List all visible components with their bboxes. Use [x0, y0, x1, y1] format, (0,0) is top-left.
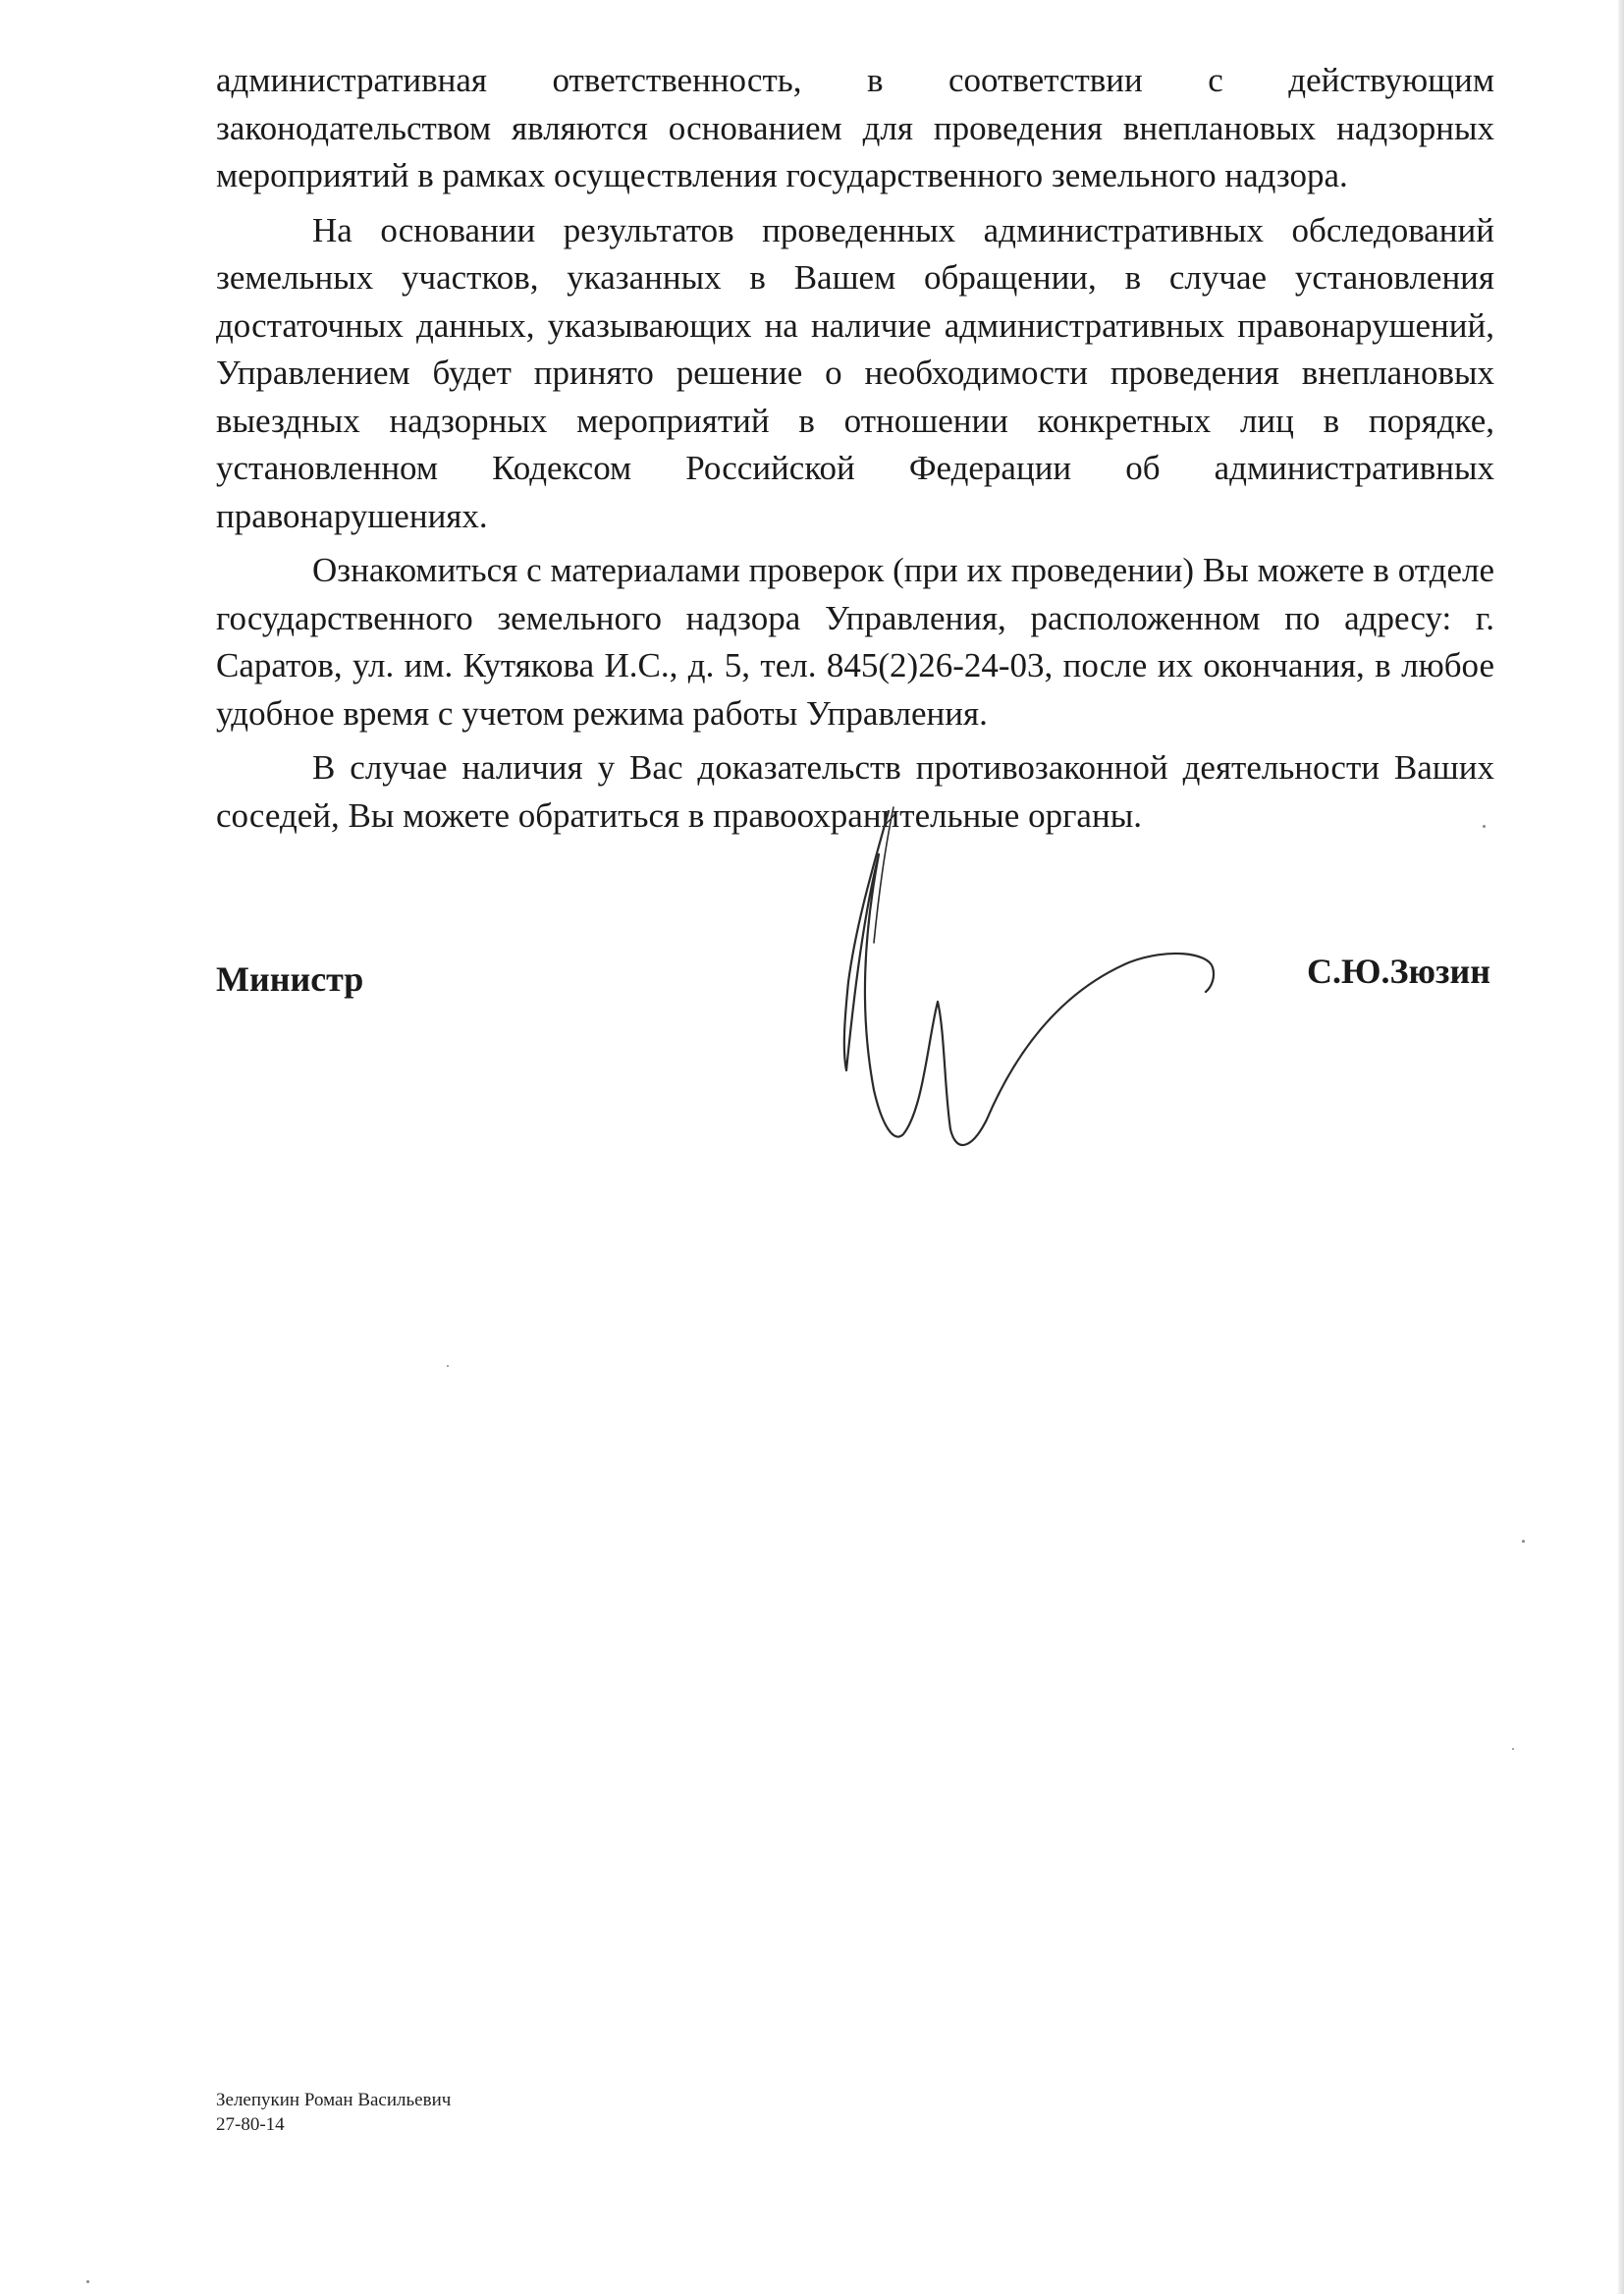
scan-edge	[1618, 0, 1624, 2294]
paragraph-1: административная ответственность, в соответствии с действующим законодательством являются основанием для проведения внеплановых надзорных мероприятий в рамках осуществления государственного земельного надзора.	[216, 61, 1494, 194]
executor-name: Зелепукин Роман Васильевич	[216, 2090, 452, 2110]
signatory-title: Министр	[216, 959, 364, 999]
scan-speck	[1512, 1748, 1514, 1750]
paragraph-3: Ознакомиться с материалами проверок (при их проведении) Вы можете в отделе государственного земельного надзора Управления, расположенном по адресу: г. Саратов, ул. им. Кутякова И.С., д. 5, тел. 845(2)26-24-03, после их окончания, в любое удобное время с учетом режима работы Управления.	[216, 551, 1494, 733]
paragraph-4: В случае наличия у Вас доказательств противозаконной деятельности Ваших соседей, Вы можете обратиться в правоохранительные органы.	[216, 748, 1494, 835]
handwritten-signature	[835, 805, 1227, 1169]
signatory-name: С.Ю.Зюзин	[1307, 952, 1490, 991]
paragraph-2: На основании результатов проведенных административных обследований земельных участков, указанных в Вашем обращении, в случае установления достаточных данных, указывающих на наличие административных правонарушений, Управлением будет принято решение о необходимости проведения внеплановых выездных надзорных мероприятий в отношении конкретных лиц в порядке, установленном Кодексом Российской Федерации об административных правонарушениях.	[216, 210, 1494, 535]
scan-speck	[86, 2280, 89, 2283]
executor-phone: 27-80-14	[216, 2114, 285, 2135]
scan-speck	[1522, 1540, 1525, 1543]
letter-body	[216, 57, 1494, 847]
scan-speck	[447, 1365, 449, 1367]
executor-info	[216, 2088, 451, 2137]
scan-speck	[1483, 825, 1486, 828]
